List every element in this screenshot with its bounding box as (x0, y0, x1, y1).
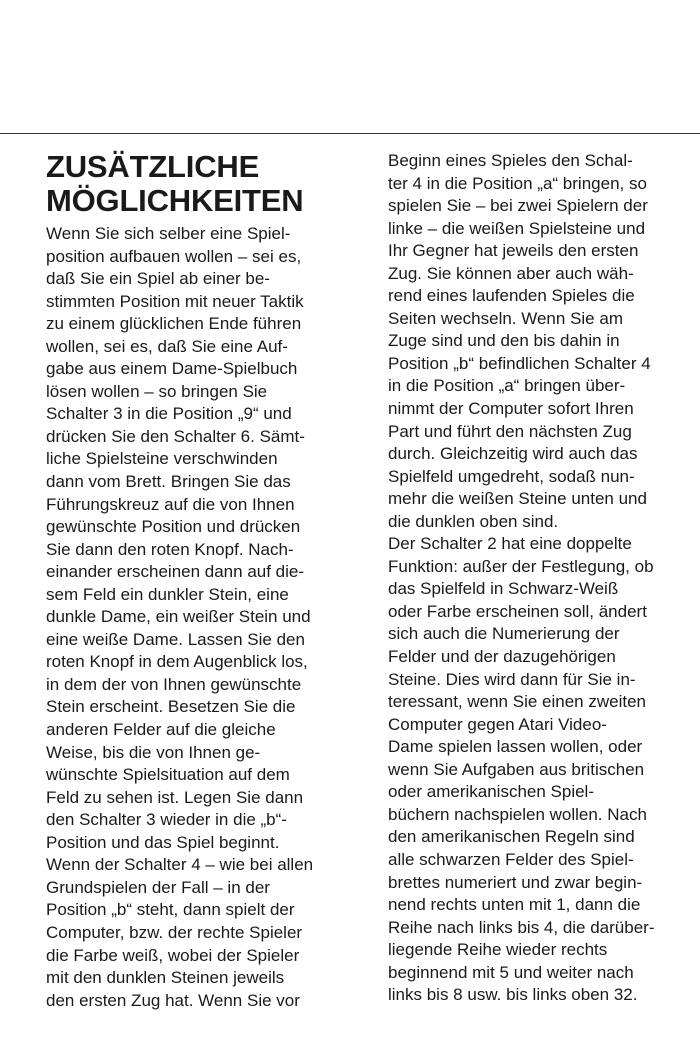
text-line: Wenn Sie sich selber eine Spiel- (46, 224, 291, 243)
text-line: Spielfeld umgedreht, sodaß nun- (388, 466, 635, 486)
text-line: teressant, wenn Sie einen zweiten (388, 692, 646, 712)
text-line: Ihr Gegner hat jeweils den ersten (388, 241, 639, 261)
text-line: rend eines laufenden Spieles die (388, 286, 635, 306)
text-line: Position „b“ befindlichen Schalter 4 (388, 353, 651, 373)
text-line: Seiten wechseln. Wenn Sie am (388, 308, 623, 328)
text-line: den ersten Zug hat. Wenn Sie vor (46, 990, 300, 1010)
text-line: Führungskreuz auf die von Ihnen (46, 494, 295, 514)
text-line: sich auch die Numerierung der (388, 624, 620, 644)
text-line: gabe aus einem Dame-Spielbuch (46, 359, 298, 379)
text-line: die dunklen oben sind. (388, 511, 559, 531)
text-line: Zuge sind und den bis dahin in (388, 331, 620, 351)
text-line: nend rechts unten mit 1, dann die (388, 895, 641, 915)
text-line: anderen Felder auf die gleiche (46, 720, 276, 740)
text-line: wünschte Spielsituation auf dem (46, 765, 290, 785)
text-line: durch. Gleichzeitig wird auch das (388, 444, 638, 464)
text-line: wollen, sei es, daß Sie eine Auf- (46, 336, 288, 356)
text-line: Stein erscheint. Besetzen Sie die (46, 697, 296, 717)
text-line: Beginn eines Spieles den Schal- (388, 151, 633, 170)
text-line: Feld zu sehen ist. Legen Sie dann (46, 787, 304, 807)
text-line: nimmt der Computer sofort Ihren (388, 399, 634, 419)
text-line: dunkle Dame, ein weißer Stein und (46, 607, 311, 627)
text-line: Schalter 3 in die Position „9“ und (46, 404, 292, 424)
text-line: drücken Sie den Schalter 6. Sämt- (46, 426, 305, 446)
left-column (46, 150, 362, 1012)
text-line: zu einem glücklichen Ende führen (46, 314, 302, 334)
heading-line: ZUSÄTZLICHE (46, 149, 260, 184)
text-line: büchern nachspielen wollen. Nach (388, 804, 647, 824)
text-line: dann vom Brett. Bringen Sie das (46, 472, 291, 492)
text-line: wenn Sie Aufgaben aus britischen (388, 759, 645, 779)
text-line: den amerikanischen Regeln sind (388, 827, 635, 847)
text-line: spielen Sie – bei zwei Spielern der (388, 196, 648, 216)
text-line: Computer, bzw. der rechte Spieler (46, 922, 303, 942)
text-line: gewünschte Position und drücken (46, 517, 301, 537)
text-line: linke – die weißen Spielsteine und (388, 218, 646, 238)
text-line: Computer gegen Atari Video- (388, 714, 607, 734)
text-line: ter 4 in die Position „a“ bringen, so (388, 173, 647, 193)
text-line: Der Schalter 2 hat eine doppelte (388, 534, 632, 554)
text-line: brettes numeriert und zwar begin- (388, 872, 643, 892)
text-line: position aufbauen wollen – sei es, (46, 246, 302, 266)
text-line: mehr die weißen Steine unten und (388, 489, 647, 509)
text-line: stimmten Position mit neuer Taktik (46, 291, 304, 311)
text-line: Sie dann den roten Knopf. Nach- (46, 539, 294, 559)
text-line: sem Feld ein dunkler Stein, eine (46, 584, 289, 604)
text-line: Grundspielen der Fall – in der (46, 877, 270, 897)
text-line: in dem der von Ihnen gewünschte (46, 674, 302, 694)
text-line: Reihe nach links bis 4, die darüber- (388, 917, 655, 937)
text-line: roten Knopf in dem Augenblick los, (46, 652, 308, 672)
text-line: Zug. Sie können aber auch wäh- (388, 263, 634, 283)
top-rule (0, 133, 700, 134)
text-line: links bis 8 usw. bis links oben 32. (388, 985, 638, 1005)
text-line: lösen wollen – so bringen Sie (46, 381, 268, 401)
left-column-text (46, 223, 362, 1012)
text-line: Dame spielen lassen wollen, oder (388, 737, 643, 757)
text-line: eine weiße Dame. Lassen Sie den (46, 629, 305, 649)
right-column-text (388, 150, 688, 1007)
text-line: Position „b“ steht, dann spielt der (46, 900, 295, 920)
text-line: die Farbe weiß, wobei der Spieler (46, 945, 300, 965)
text-line: Position und das Spiel beginnt. (46, 832, 280, 852)
text-line: daß Sie ein Spiel ab einer be- (46, 269, 270, 289)
text-line: Wenn der Schalter 4 – wie bei allen (46, 855, 314, 875)
text-line: Funktion: außer der Festlegung, ob (388, 556, 654, 576)
text-line: oder Farbe erscheinen soll, ändert (388, 601, 647, 621)
text-line: in die Position „a“ bringen über- (388, 376, 626, 396)
text-line: das Spielfeld in Schwarz-Weiß (388, 579, 619, 599)
text-line: einander erscheinen dann auf die- (46, 562, 305, 582)
text-line: alle schwarzen Felder des Spiel- (388, 849, 634, 869)
text-line: Felder und der dazugehörigen (388, 647, 616, 667)
text-line: oder amerikanischen Spiel- (388, 782, 594, 802)
text-line: liche Spielsteine verschwinden (46, 449, 278, 469)
text-line: den Schalter 3 wieder in die „b“- (46, 810, 287, 830)
text-line: mit den dunklen Steinen jeweils (46, 968, 285, 988)
text-line: beginnend mit 5 und weiter nach (388, 962, 634, 982)
text-line: Steine. Dies wird dann für Sie in- (388, 669, 636, 689)
text-line: Part und führt den nächsten Zug (388, 421, 632, 441)
heading-line: MÖGLICHKEITEN (46, 183, 304, 218)
right-column (388, 150, 688, 1007)
text-line: liegende Reihe wieder rechts (388, 940, 608, 960)
text-line: Weise, bis die von Ihnen ge- (46, 742, 261, 762)
section-heading (46, 150, 362, 218)
